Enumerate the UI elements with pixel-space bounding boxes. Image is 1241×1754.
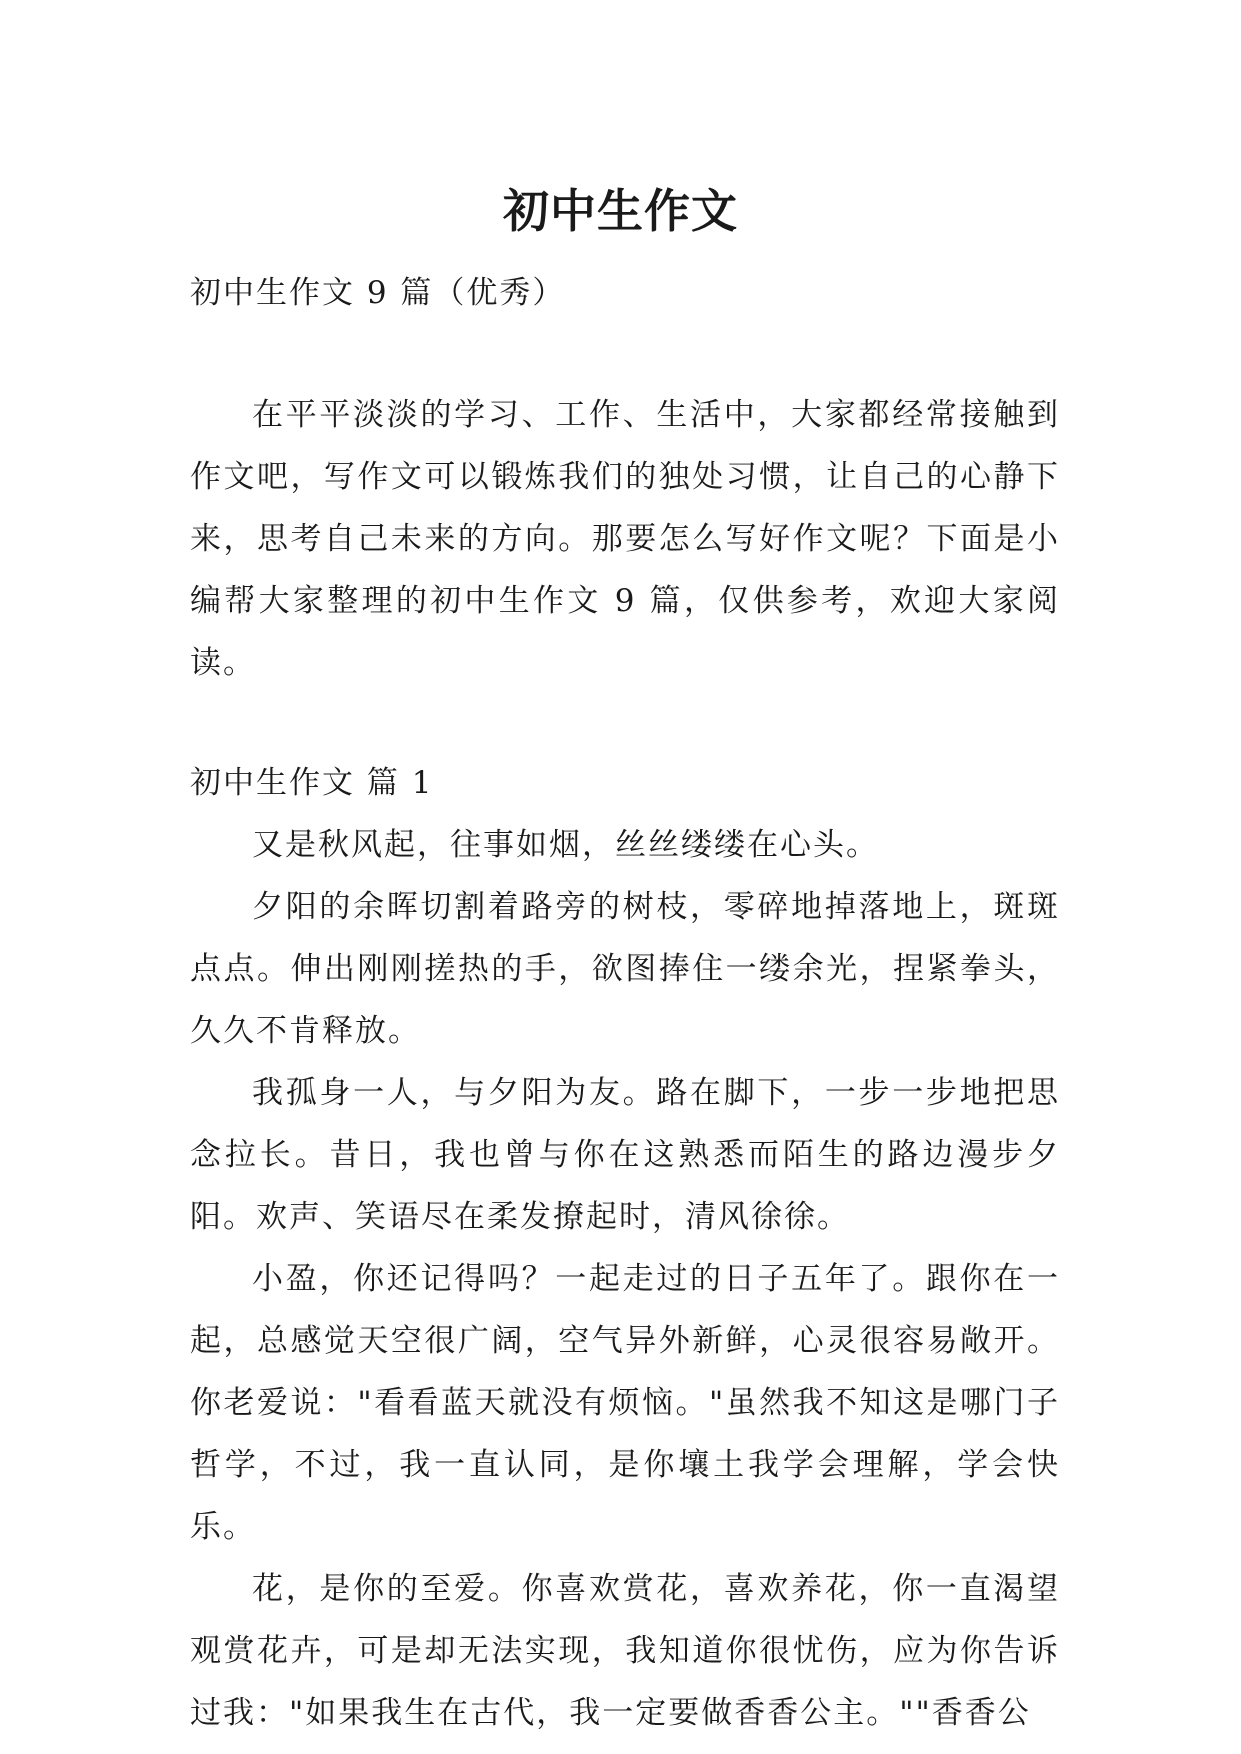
document-body <box>190 262 1060 1744</box>
paragraph-3: 我孤身一人，与夕阳为友。路在脚下，一步一步地把思念拉长。昔日，我也曾与你在这熟悉而陌生的路边漫步夕阳。欢声、笑语尽在柔发撩起时，清风徐徐。 <box>190 1075 1060 1235</box>
paragraph-5: 花，是你的至爱。你喜欢赏花，喜欢养花，你一直渴望观赏花卉，可是却无法实现，我知道你很忧伤，应为你告诉过我："如果我生在古代，我一定要做香香公主。""香香公 <box>190 1571 1060 1731</box>
document-subtitle: 初中生作文 9 篇（优秀） <box>190 275 566 311</box>
intro-paragraph: 在平平淡淡的学习、工作、生活中，大家都经常接触到作文吧，写作文可以锻炼我们的独处习惯，让自己的心静下来，思考自己未来的方向。那要怎么写好作文呢？下面是小编帮大家整理的初中生作文 9 篇，仅供参考，欢迎大家阅读。 <box>190 397 1060 681</box>
page-title: 初中生作文 <box>503 183 738 238</box>
paragraph-4: 小盈，你还记得吗？一起走过的日子五年了。跟你在一起，总感觉天空很广阔，空气异外新鲜，心灵很容易敞开。你老爱说："看看蓝天就没有烦恼。"虽然我不知这是哪门子哲学，不过，我一直认同，是你壤土我学会理解，学会快乐。 <box>190 1261 1060 1545</box>
paragraph-2: 夕阳的余晖切割着路旁的树枝，零碎地掉落地上，斑斑点点。伸出刚刚搓热的手，欲图捧住一缕余光，捏紧拳头，久久不肯释放。 <box>190 889 1060 1049</box>
section-heading: 初中生作文 篇 1 <box>190 765 434 801</box>
paragraph-1: 又是秋风起，往事如烟，丝丝缕缕在心头。 <box>252 827 879 863</box>
